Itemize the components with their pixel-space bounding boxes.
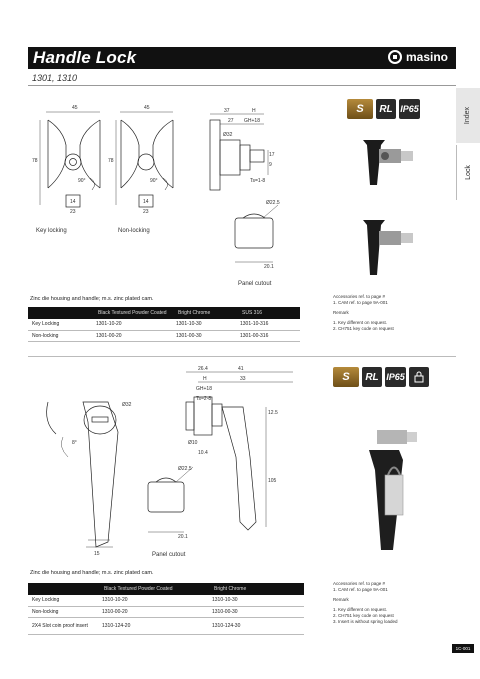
dim-cut-20: 20.1 (264, 264, 274, 270)
dim-angle-key: 90° (78, 178, 86, 184)
side-tabs (456, 88, 480, 200)
badge-rl: RL (376, 99, 396, 119)
padlock-icon (409, 367, 429, 387)
section2-technical-drawing (28, 362, 318, 562)
section2-notes: Accessories ref. to page # 1. CAM ref. to page 9A-001 Remark 1. Key different on request. 2. CH751 key code on request 3. Insert is without spring loaded (333, 581, 398, 624)
dim-ts: Ts=1-8 (250, 178, 266, 184)
page-title: Handle Lock (33, 48, 137, 67)
dim-ts2: Ts=2-8 (196, 396, 212, 402)
dim-14-key: 14 (70, 199, 76, 205)
dim-cut-20-2: 20.1 (178, 534, 188, 540)
dim-23-non: 23 (143, 209, 149, 215)
dim-14-non: 14 (143, 199, 149, 205)
page-header (28, 47, 456, 69)
dim-height-key: 78 (32, 158, 38, 164)
table-header: Bright Chrome (172, 307, 236, 319)
product-photo-1301 (355, 135, 425, 290)
section2-badges (333, 367, 429, 387)
table-row: Non-locking 1310-00-20 1310-00-30 (28, 606, 304, 617)
label-panel-cutout-2: Panel cutout (152, 552, 186, 558)
dim-cut-dia-2: Ø22.5 (178, 466, 192, 472)
page-number: 1C-001 (452, 644, 474, 653)
table-header: Black Textured Powder Coated (98, 583, 208, 595)
model-numbers: 1301, 1310 (32, 73, 78, 83)
dim-width-key: 45 (72, 105, 78, 111)
dim-height-non: 78 (108, 158, 114, 164)
section1-badges (347, 99, 420, 119)
badge-ip65: IP65 (399, 99, 420, 119)
table-header: SUS 316 (236, 307, 300, 319)
table-row: Non-locking 1301-00-20 1301-00-30 1301-00-316 (28, 330, 300, 341)
header-divider (28, 85, 456, 86)
table-header (28, 307, 92, 319)
dim-37: 37 (224, 108, 230, 114)
badge-stainless: S (333, 367, 359, 387)
dim-gh2: GH+18 (196, 386, 212, 392)
table-row: Key Locking 1310-10-20 1310-10-30 (28, 595, 304, 606)
label-panel-cutout-1: Panel cutout (238, 281, 272, 287)
brand-name: masino (405, 50, 448, 64)
label-key-locking: Key locking (36, 228, 67, 234)
dim-23-key: 23 (70, 209, 76, 215)
tab-lock[interactable]: Lock (456, 145, 480, 200)
section1-description: Zinc die housing and handle; m.s. zinc plated cam. (30, 296, 154, 302)
dim-9: 9 (269, 162, 272, 168)
badge-rl: RL (362, 367, 382, 387)
dim-15: 15 (94, 551, 100, 557)
section1-technical-drawing (28, 100, 308, 295)
dim-105: 105 (268, 478, 277, 484)
table-header: Bright Chrome (208, 583, 304, 595)
masino-logo-icon (388, 50, 402, 64)
label-non-locking: Non-locking (118, 228, 150, 234)
brand-logo (388, 50, 448, 64)
table-header: Black Textured Powder Coated (92, 307, 172, 319)
table-row: 2X4 Slot coin proof insert 1310-124-20 1310-124-30 (28, 617, 304, 634)
dim-dia10: Ø10 (188, 440, 198, 446)
tab-index[interactable]: Index (456, 88, 480, 143)
dim-h2: H (203, 376, 207, 382)
dim-width-non: 45 (144, 105, 150, 111)
dim-10-4: 10.4 (198, 450, 208, 456)
dim-dia32-2: Ø32 (122, 402, 132, 408)
dim-gh: GH+18 (244, 118, 260, 124)
badge-stainless: S (347, 99, 373, 119)
dim-26-4: 26.4 (198, 366, 208, 372)
dim-17: 17 (269, 152, 275, 158)
dim-8deg: 8° (72, 440, 77, 446)
section1-table (28, 307, 300, 342)
section2-table (28, 583, 304, 635)
table-header (28, 583, 98, 595)
section-divider (28, 356, 456, 357)
dim-27: 27 (228, 118, 234, 124)
dim-cut-dia: Ø22.5 (266, 200, 280, 206)
table-row: Key Locking 1301-10-20 1301-10-30 1301-10-316 (28, 319, 300, 330)
dim-h: H (252, 108, 256, 114)
dim-33: 33 (240, 376, 246, 382)
dim-dia32: Ø32 (223, 132, 233, 138)
dim-12-5: 12.5 (268, 410, 278, 416)
section2-description: Zinc die housing and handle; m.s. zinc plated cam. (30, 570, 154, 576)
dim-41: 41 (238, 366, 244, 372)
section1-notes: Accessories ref. to page # 1. CAM ref. to page 9A-001 Remark 1. Key different on request. 2. CH751 key code on request (333, 294, 394, 331)
dim-angle-non: 90° (150, 178, 158, 184)
badge-ip65: IP65 (385, 367, 406, 387)
product-photo-1310 (355, 420, 435, 555)
